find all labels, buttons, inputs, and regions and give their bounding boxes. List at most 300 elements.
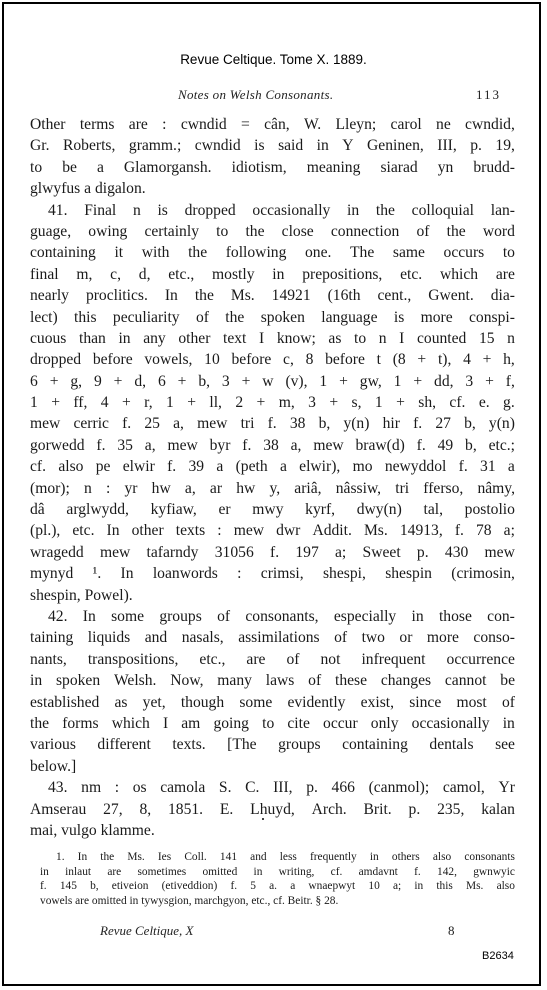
text-line <box>30 114 515 135</box>
word: f, <box>505 372 515 390</box>
word: to <box>30 158 43 176</box>
word: mostly <box>212 265 255 283</box>
paragraph-43-start <box>30 777 515 798</box>
word: 27, <box>103 800 123 818</box>
word: III, <box>437 137 457 155</box>
word: other <box>131 522 164 540</box>
word: wragedd <box>30 543 84 561</box>
word: counted <box>416 329 467 347</box>
word: know; <box>276 329 316 347</box>
text-line-content <box>30 157 515 178</box>
word: of <box>195 308 209 326</box>
text-line <box>30 264 515 285</box>
word: text <box>223 329 247 347</box>
word: etiveion <box>111 880 149 893</box>
word: Sweet <box>362 543 401 561</box>
word: these <box>334 672 368 690</box>
word: a; <box>503 522 515 540</box>
text-line-content <box>30 542 515 563</box>
word: different <box>97 736 151 754</box>
text-line-content <box>30 627 515 648</box>
word: two <box>361 629 385 647</box>
word: other <box>178 329 211 347</box>
text-line-content <box>30 649 515 670</box>
word: etc. <box>400 265 423 283</box>
word: the <box>225 308 245 326</box>
word: of <box>217 607 231 625</box>
word: : <box>237 565 242 583</box>
word: d, <box>134 372 147 390</box>
word: cwndid <box>180 116 227 133</box>
word: dd, <box>434 372 454 390</box>
text-line-content: shespin, Powel). <box>30 586 133 604</box>
text-line-content <box>30 221 515 242</box>
text-line <box>30 135 515 156</box>
word: a, <box>184 479 196 497</box>
word: of <box>501 693 515 711</box>
word: c, <box>110 265 121 283</box>
word: (16th <box>327 287 361 305</box>
word: (mor); <box>30 479 70 497</box>
word: + <box>187 394 196 412</box>
word: etc. <box>72 522 95 540</box>
word: spoken <box>260 308 305 326</box>
word: d, <box>138 265 151 283</box>
word: in <box>272 265 285 283</box>
word: 235, <box>437 800 465 818</box>
word: Now, <box>170 672 204 690</box>
word: before <box>92 351 133 369</box>
word: meaning <box>306 158 361 176</box>
word: fferso, <box>423 479 464 497</box>
word: arglwydd, <box>66 501 129 519</box>
word: the <box>30 714 50 732</box>
word: + <box>413 372 423 390</box>
word: going <box>213 714 249 732</box>
word: e. <box>478 394 490 412</box>
text-line <box>30 670 515 691</box>
word: omitted <box>202 865 238 878</box>
text-line <box>30 392 515 413</box>
word: : <box>114 779 120 797</box>
word: er <box>218 501 231 519</box>
word: to <box>502 244 515 262</box>
text-line <box>30 349 515 370</box>
word: 14921 <box>271 287 311 305</box>
word: a <box>290 880 296 893</box>
word: 19, <box>495 137 515 155</box>
text-line <box>30 307 515 328</box>
word: a, <box>173 415 184 433</box>
word: f. <box>167 458 177 476</box>
word: s, <box>351 394 362 412</box>
word: f. <box>454 522 464 540</box>
word: n <box>378 329 387 347</box>
word: sh, <box>418 394 437 412</box>
word: p. <box>416 543 429 561</box>
word: cf. <box>449 394 466 412</box>
page-footer <box>0 923 547 943</box>
word: camola <box>160 779 206 797</box>
word: occurs <box>443 244 485 262</box>
word: w <box>262 372 274 390</box>
word: a. <box>269 880 278 893</box>
word: to <box>216 222 229 240</box>
text-line <box>30 221 515 242</box>
word: p. <box>470 137 482 155</box>
word: In <box>164 287 178 305</box>
word: in <box>502 714 515 732</box>
word: 39 <box>188 458 205 476</box>
word: n <box>84 479 92 497</box>
text-line-content <box>30 285 515 306</box>
word: r, <box>144 394 153 412</box>
word: Addit. <box>312 522 352 540</box>
word: + <box>51 394 60 412</box>
footer-journal-title: Revue Celtique, X <box>100 923 194 938</box>
word: nants, <box>30 650 67 668</box>
word: language <box>321 308 378 326</box>
word: tri <box>395 479 410 497</box>
word: prepositions, <box>302 265 383 283</box>
word: connection <box>330 222 400 240</box>
word: many <box>217 672 252 690</box>
word: 8 <box>305 351 314 369</box>
word: also <box>496 880 515 893</box>
word: in <box>30 672 43 690</box>
word: (canmol); <box>368 779 430 797</box>
text-line <box>30 478 515 499</box>
word: t <box>376 351 381 369</box>
word: nm <box>81 779 102 797</box>
word: + <box>49 372 59 390</box>
text-line-content <box>30 413 515 434</box>
footnote-line <box>40 865 515 880</box>
word: W. <box>304 116 322 133</box>
footnote-line <box>40 894 515 909</box>
text-line <box>30 756 515 777</box>
word: Ms. <box>127 851 145 863</box>
word: b, <box>198 372 211 390</box>
word: 42. <box>48 607 68 625</box>
text-line <box>30 242 515 263</box>
word: writing, <box>278 865 315 878</box>
word: (v), <box>285 372 308 390</box>
word: the <box>188 244 208 262</box>
word: 1851. <box>167 800 204 818</box>
word: a <box>507 458 515 476</box>
footnote-line-content: vowels are omitted in tywysgion, marchgyon, etc., cf. Beitr. § 28. <box>40 894 339 907</box>
word: cf. <box>330 865 343 878</box>
article-body <box>30 114 515 841</box>
word: in <box>347 201 360 219</box>
word: also <box>58 458 84 476</box>
word: of <box>416 222 430 240</box>
footer-signature-number: 8 <box>448 923 455 938</box>
word: especially <box>333 607 397 625</box>
word: g, <box>70 372 83 390</box>
word: 3 <box>308 394 316 412</box>
word: some <box>111 607 145 625</box>
word: 466 <box>331 779 355 797</box>
word: only <box>370 714 399 732</box>
word: E. <box>219 800 234 818</box>
word: f. <box>413 415 423 433</box>
word: it <box>114 244 124 262</box>
word: since <box>409 693 442 711</box>
footnote-line-content <box>56 850 515 865</box>
word: kyrf, <box>305 501 336 519</box>
word: in <box>40 865 49 878</box>
text-line-content <box>30 371 515 392</box>
word: m, <box>278 394 295 412</box>
word: mew <box>30 415 61 433</box>
word: are <box>128 116 148 133</box>
word: as <box>114 693 128 711</box>
text-line <box>30 799 515 820</box>
word: to <box>262 714 275 732</box>
word: b, <box>318 415 331 433</box>
word: the <box>375 201 395 219</box>
text-line-content <box>30 520 515 541</box>
word: be <box>62 158 77 176</box>
text-line-content <box>30 499 515 520</box>
word: The <box>350 244 375 262</box>
word: + <box>121 394 131 412</box>
word: m, <box>76 265 93 283</box>
word: cwndid, <box>465 116 515 133</box>
word: 31 <box>480 458 496 476</box>
text-line-content <box>30 435 515 456</box>
text-line <box>30 820 515 841</box>
word: than <box>79 329 106 347</box>
word: shespi, <box>322 565 366 583</box>
word: Ms. <box>465 880 484 893</box>
word: cent., <box>377 287 412 305</box>
word: n <box>507 329 515 347</box>
word: 10 <box>204 351 220 369</box>
word: close <box>281 222 314 240</box>
word: Roberts, <box>62 137 116 155</box>
word: 1 <box>30 394 38 412</box>
word: peculiarity <box>112 308 180 326</box>
word: this <box>74 308 97 326</box>
word: occurrence <box>446 650 515 668</box>
text-line <box>30 328 515 349</box>
word: Y <box>342 137 354 155</box>
text-line-content <box>30 563 515 584</box>
text-line <box>30 413 515 434</box>
word: colloquial <box>411 201 475 219</box>
word: Other <box>30 116 66 133</box>
word: a <box>279 458 287 476</box>
word: elwir <box>122 458 155 476</box>
footnote-line <box>40 879 515 894</box>
word: (peth <box>235 458 268 476</box>
word: dropped <box>30 351 82 369</box>
word: hw <box>151 479 171 497</box>
word: con- <box>487 607 515 625</box>
word: mwy <box>252 501 284 519</box>
word: am <box>181 714 201 732</box>
word: mew <box>99 543 131 561</box>
word: forms <box>62 714 99 732</box>
word: not <box>320 650 341 668</box>
word: cuous <box>30 329 67 347</box>
word: ne <box>436 116 451 133</box>
word: III, <box>273 779 293 797</box>
word: also <box>432 851 452 863</box>
word: occur <box>323 714 358 732</box>
word: Arch. <box>311 800 347 818</box>
word: any <box>143 329 166 347</box>
word: lan- <box>490 201 515 219</box>
word: of <box>334 629 348 647</box>
word: + <box>482 351 492 369</box>
word: Gr. <box>30 137 50 155</box>
word: mew <box>197 415 228 433</box>
word: b, <box>465 436 477 454</box>
word: siarad <box>380 158 418 176</box>
word: the <box>100 851 115 863</box>
word: this <box>436 880 453 893</box>
word: are <box>495 265 515 283</box>
word: cerric <box>73 415 109 433</box>
word: Ms. <box>363 522 388 540</box>
word: kalan <box>481 800 515 818</box>
word: f. <box>414 865 421 878</box>
word: and <box>144 629 168 647</box>
word: I <box>259 329 265 347</box>
word: newyddol <box>384 458 447 476</box>
word: S. <box>218 779 232 797</box>
word: [The <box>227 736 257 754</box>
word: idiotism, <box>231 158 287 176</box>
paragraph-41-start <box>30 200 515 221</box>
word: groups <box>159 607 202 625</box>
word: exist, <box>360 693 395 711</box>
word: etc.; <box>488 436 515 454</box>
word: with <box>141 244 170 262</box>
journal-caption: Revue Celtique. Tome X. 1889. <box>180 52 367 67</box>
word: tafarndy <box>146 543 199 561</box>
word: g. <box>503 394 515 412</box>
word: + <box>329 394 339 412</box>
text-line-content <box>30 135 515 156</box>
word: occasionally <box>252 201 331 219</box>
word: texts. <box>172 736 206 754</box>
footnote <box>40 850 515 908</box>
text-line <box>30 520 515 541</box>
paragraph-42-start <box>30 606 515 627</box>
word: tal, <box>423 501 443 519</box>
word: sometimes <box>137 865 187 878</box>
word: established <box>30 693 100 711</box>
word: same <box>392 244 425 262</box>
word: t), <box>437 351 452 369</box>
word: brudd- <box>473 158 515 176</box>
word: 4 <box>463 351 471 369</box>
word: Yr <box>498 779 515 797</box>
word: a; <box>392 880 402 893</box>
word: 141 <box>219 851 238 863</box>
word: 430 <box>444 543 469 561</box>
word: 142, <box>437 865 457 878</box>
text-line-content <box>30 799 515 820</box>
word: yet, <box>142 693 166 711</box>
footnote-line <box>40 850 515 865</box>
word: in <box>118 329 131 347</box>
word: shespin <box>385 565 432 583</box>
word: dwr <box>276 522 301 540</box>
text-line <box>30 285 515 306</box>
word: 8, <box>139 800 152 818</box>
word: h, <box>503 351 515 369</box>
word: gorwedd <box>30 436 85 454</box>
word: tri <box>240 415 255 433</box>
word: the <box>194 287 214 305</box>
word: camol, <box>442 779 485 797</box>
word: in <box>414 880 424 893</box>
word: Ms. <box>230 287 255 305</box>
word: 27 <box>435 415 451 433</box>
word: dia- <box>490 287 515 305</box>
text-line <box>30 371 515 392</box>
archive-code: B2634 <box>482 950 514 962</box>
text-line-content <box>30 692 515 713</box>
text-line <box>30 499 515 520</box>
word: mew <box>313 436 344 454</box>
word: 31056 <box>214 543 254 561</box>
word: carol <box>390 116 422 133</box>
word: various <box>30 736 76 754</box>
text-line-content <box>30 349 515 370</box>
word: + <box>241 372 251 390</box>
word: p. <box>306 779 318 797</box>
word: f. <box>416 436 426 454</box>
word: : <box>162 116 167 133</box>
word: 3 <box>221 372 230 390</box>
word: 38 <box>263 436 279 454</box>
word: braw(d) <box>355 436 405 454</box>
word: f. <box>270 543 280 561</box>
word: proclitics. <box>85 287 148 305</box>
word: In <box>106 522 120 540</box>
word: dâ <box>30 501 45 519</box>
word: yr <box>124 479 138 497</box>
word: spoken <box>55 672 101 690</box>
word: ff, <box>73 394 88 412</box>
word: kyfiaw, <box>150 501 197 519</box>
text-line-content <box>30 328 515 349</box>
word: though <box>180 693 225 711</box>
word: said <box>278 137 304 155</box>
word: texts <box>175 522 206 540</box>
word: + <box>417 351 427 369</box>
word: 49 <box>437 436 454 454</box>
text-line-content: below.] <box>30 757 77 775</box>
word: f. <box>242 436 252 454</box>
word: Coll. <box>184 851 207 863</box>
word: In <box>82 607 96 625</box>
word: in <box>411 607 424 625</box>
word: assimilations <box>238 629 320 647</box>
word: Final <box>84 201 117 219</box>
word: f. <box>40 880 47 893</box>
word: is <box>157 201 168 219</box>
word: be <box>500 672 515 690</box>
word: f. <box>122 415 132 433</box>
